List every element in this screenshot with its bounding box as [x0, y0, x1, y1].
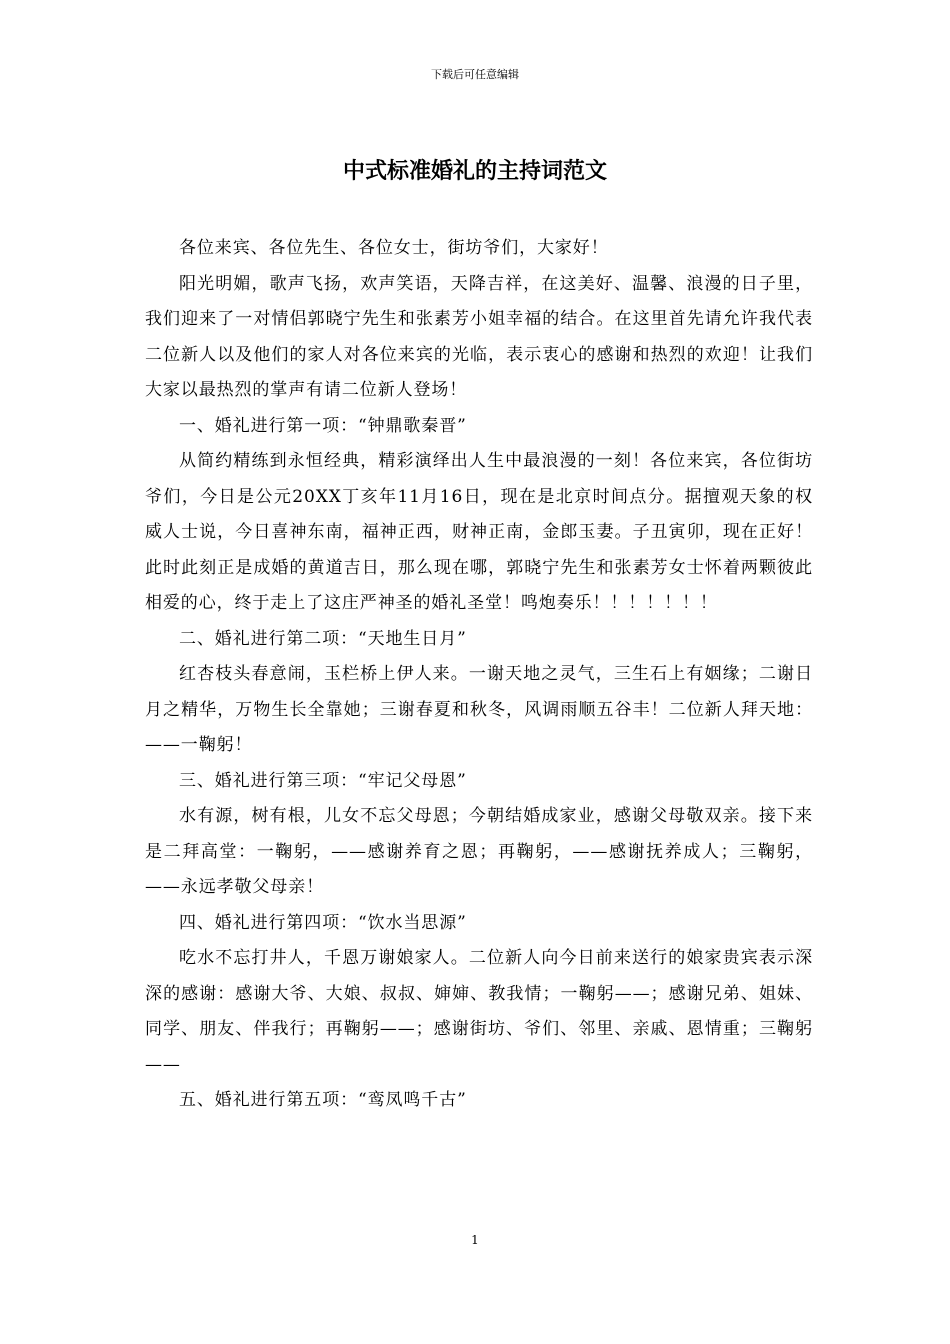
greeting-paragraph: 各位来宾、各位先生、各位女士，街坊爷们，大家好！ — [179, 238, 609, 258]
section-heading-1: 一、婚礼进行第一项：“钟鼎歌秦晋” — [179, 415, 467, 436]
section-heading-5: 五、婚礼进行第五项：“鸾凤鸣千古” — [179, 1090, 467, 1110]
section-heading-4: 四、婚礼进行第四项：“饮水当思源” — [179, 912, 467, 933]
section-body-4: 吃水不忘打井人，千恩万谢娘家人。二位新人向今日前来送行的娘家贵宾表示深深的感谢：感谢大爷、大娘、叔叔、婶婶、教我情；一鞠躬——；感谢兄弟、姐妹、同学、朋友、伴我行；再鞠躬——；感谢街坊、爷们、邻里、亲戚、恩情重；三鞠躬—— — [145, 948, 813, 1075]
header-note: 下载后可任意编辑 — [431, 68, 519, 81]
section-body-1: 从简约精练到永恒经典，精彩演绎出人生中最浪漫的一刻！各位来宾，各位街坊爷们，今日是公元20XX丁亥年11月16日，现在是北京时间点分。据擅观天象的权威人士说，今日喜神东南，福神正西，财神正南，金郎玉妻。子丑寅卯，现在正好！此时此刻正是成婚的黄道吉日，那么现在哪，郭晓宁先生和张素芳女士怀着两颗彼此相爱的心，终于走上了这庄严神圣的婚礼圣堂！鸣炮奏乐！！！！！！！ — [145, 451, 813, 613]
section-body-3: 水有源，树有根，儿女不忘父母恩；今朝结婚成家业，感谢父母敬双亲。接下来是二拜高堂：一鞠躬，——感谢养育之恩；再鞠躬，——感谢抚养成人；三鞠躬，——永远孝敬父母亲！ — [145, 806, 813, 897]
document-body — [145, 231, 813, 1119]
section-heading-3: 三、婚礼进行第三项：“牢记父母恩” — [179, 770, 467, 791]
section-body-2: 红杏枝头春意闹，玉栏桥上伊人来。一谢天地之灵气，三生石上有姻缘；二谢日月之精华，万物生长全靠她；三谢春夏和秋冬，风调雨顺五谷丰！二位新人拜天地：——一鞠躬！ — [145, 664, 813, 755]
document-title: 中式标准婚礼的主持词范文 — [342, 158, 607, 184]
opening-paragraph: 阳光明媚，歌声飞扬，欢声笑语，天降吉祥，在这美好、温馨、浪漫的日子里，我们迎来了一对情侣郭晓宁先生和张素芳小姐幸福的结合。在这里首先请允许我代表二位新人以及他们的家人对各位来宾的光临，表示衷心的感谢和热烈的欢迎！让我们大家以最热烈的掌声有请二位新人登场！ — [145, 273, 813, 400]
page-number: 1 — [471, 1233, 479, 1247]
section-heading-2: 二、婚礼进行第二项：“天地生日月” — [179, 628, 467, 649]
